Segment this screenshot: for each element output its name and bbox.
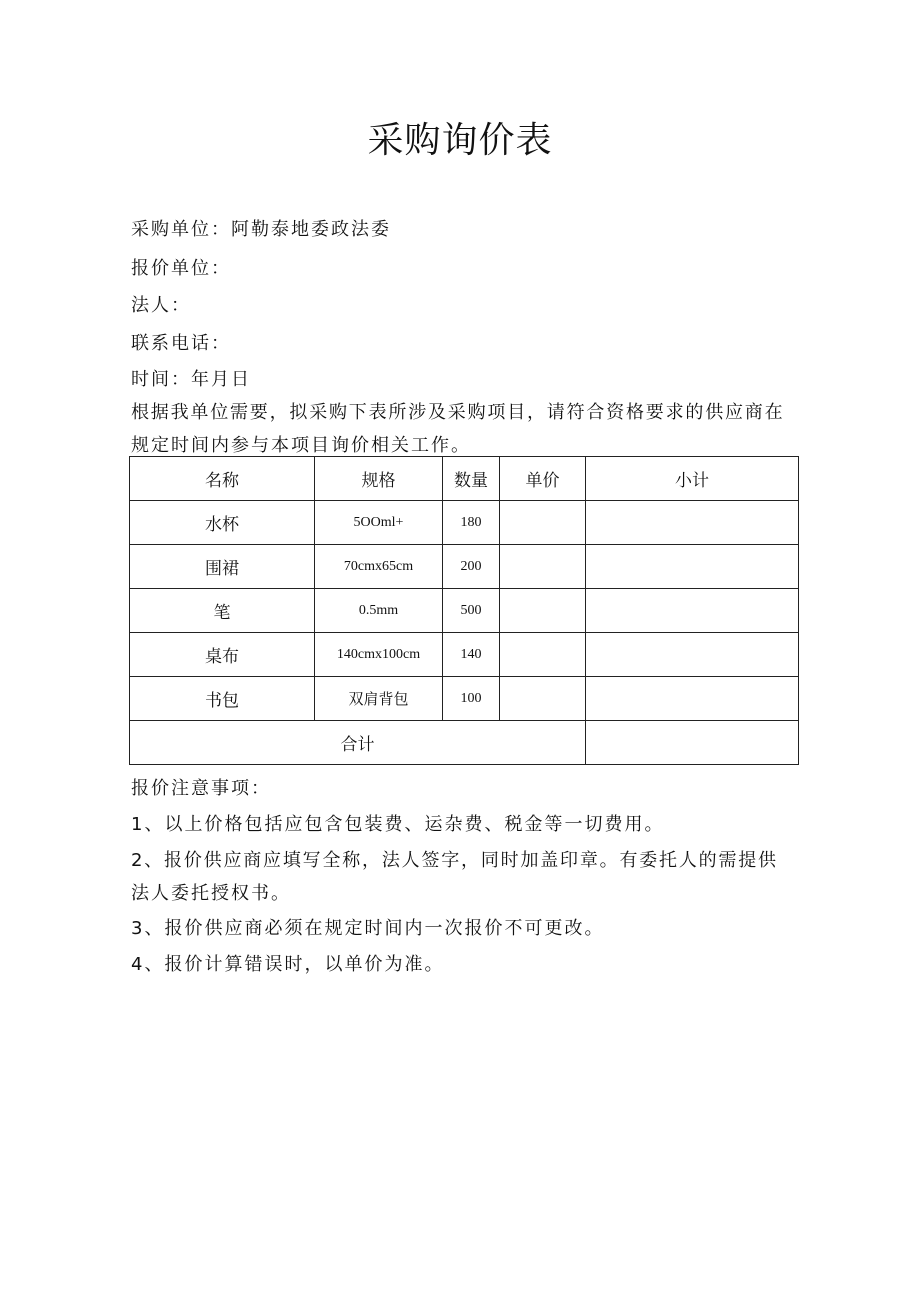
table-row [130, 633, 799, 677]
cell-name: 围裙 [130, 545, 315, 589]
legal-person-field: 法人： [131, 295, 191, 316]
header-subtotal: 小计 [586, 457, 799, 501]
table-row [130, 545, 799, 589]
cell-name: 笔 [130, 589, 315, 633]
cell-unit-price[interactable] [500, 677, 586, 721]
notes-title: 报价注意事项： [131, 778, 271, 799]
cell-spec: 双肩背包 [315, 677, 443, 721]
cell-quantity: 140 [443, 633, 500, 677]
table-row [130, 589, 799, 633]
cell-spec: 70cmx65cm [315, 545, 443, 589]
time-field: 时间：年月日 [131, 369, 251, 390]
page-title: 采购询价表 [367, 120, 553, 161]
total-label: 合计 [130, 721, 586, 765]
header-quantity: 数量 [443, 457, 500, 501]
note-2-line-2: 法人委托授权书。 [131, 883, 291, 904]
intro-line-2: 规定时间内参与本项目询价相关工作。 [131, 435, 471, 456]
cell-spec: 5OOml+ [315, 501, 443, 545]
cell-quantity: 100 [443, 677, 500, 721]
cell-subtotal[interactable] [586, 633, 799, 677]
cell-name: 水杯 [130, 501, 315, 545]
cell-name: 书包 [130, 677, 315, 721]
cell-quantity: 180 [443, 501, 500, 545]
cell-unit-price[interactable] [500, 589, 586, 633]
header-spec: 规格 [315, 457, 443, 501]
note-4: 4、报价计算错误时，以单价为准。 [131, 954, 445, 975]
header-unit-price: 单价 [500, 457, 586, 501]
buyer-field: 采购单位：阿勒泰地委政法委 [131, 219, 391, 240]
phone-field: 联系电话： [131, 333, 231, 354]
cell-subtotal[interactable] [586, 589, 799, 633]
cell-subtotal[interactable] [586, 677, 799, 721]
header-name: 名称 [130, 457, 315, 501]
total-value[interactable] [586, 721, 799, 765]
cell-spec: 0.5mm [315, 589, 443, 633]
cell-unit-price[interactable] [500, 633, 586, 677]
cell-name: 桌布 [130, 633, 315, 677]
cell-unit-price[interactable] [500, 545, 586, 589]
cell-subtotal[interactable] [586, 545, 799, 589]
intro-line-1: 根据我单位需要，拟采购下表所涉及采购项目，请符合资格要求的供应商在 [131, 402, 785, 423]
note-3: 3、报价供应商必须在规定时间内一次报价不可更改。 [131, 918, 605, 939]
table-row [130, 677, 799, 721]
cell-spec: 140cmx100cm [315, 633, 443, 677]
note-1: 1、以上价格包括应包含包装费、运杂费、税金等一切费用。 [131, 814, 665, 835]
cell-quantity: 500 [443, 589, 500, 633]
table-total-row [130, 721, 799, 765]
quote-table [129, 456, 799, 765]
note-2-line-1: 2、报价供应商应填写全称，法人签字，同时加盖印章。有委托人的需提供 [131, 850, 778, 871]
cell-quantity: 200 [443, 545, 500, 589]
quoting-unit-field: 报价单位： [131, 258, 231, 279]
cell-unit-price[interactable] [500, 501, 586, 545]
table-row [130, 501, 799, 545]
table-header-row [130, 457, 799, 501]
cell-subtotal[interactable] [586, 501, 799, 545]
